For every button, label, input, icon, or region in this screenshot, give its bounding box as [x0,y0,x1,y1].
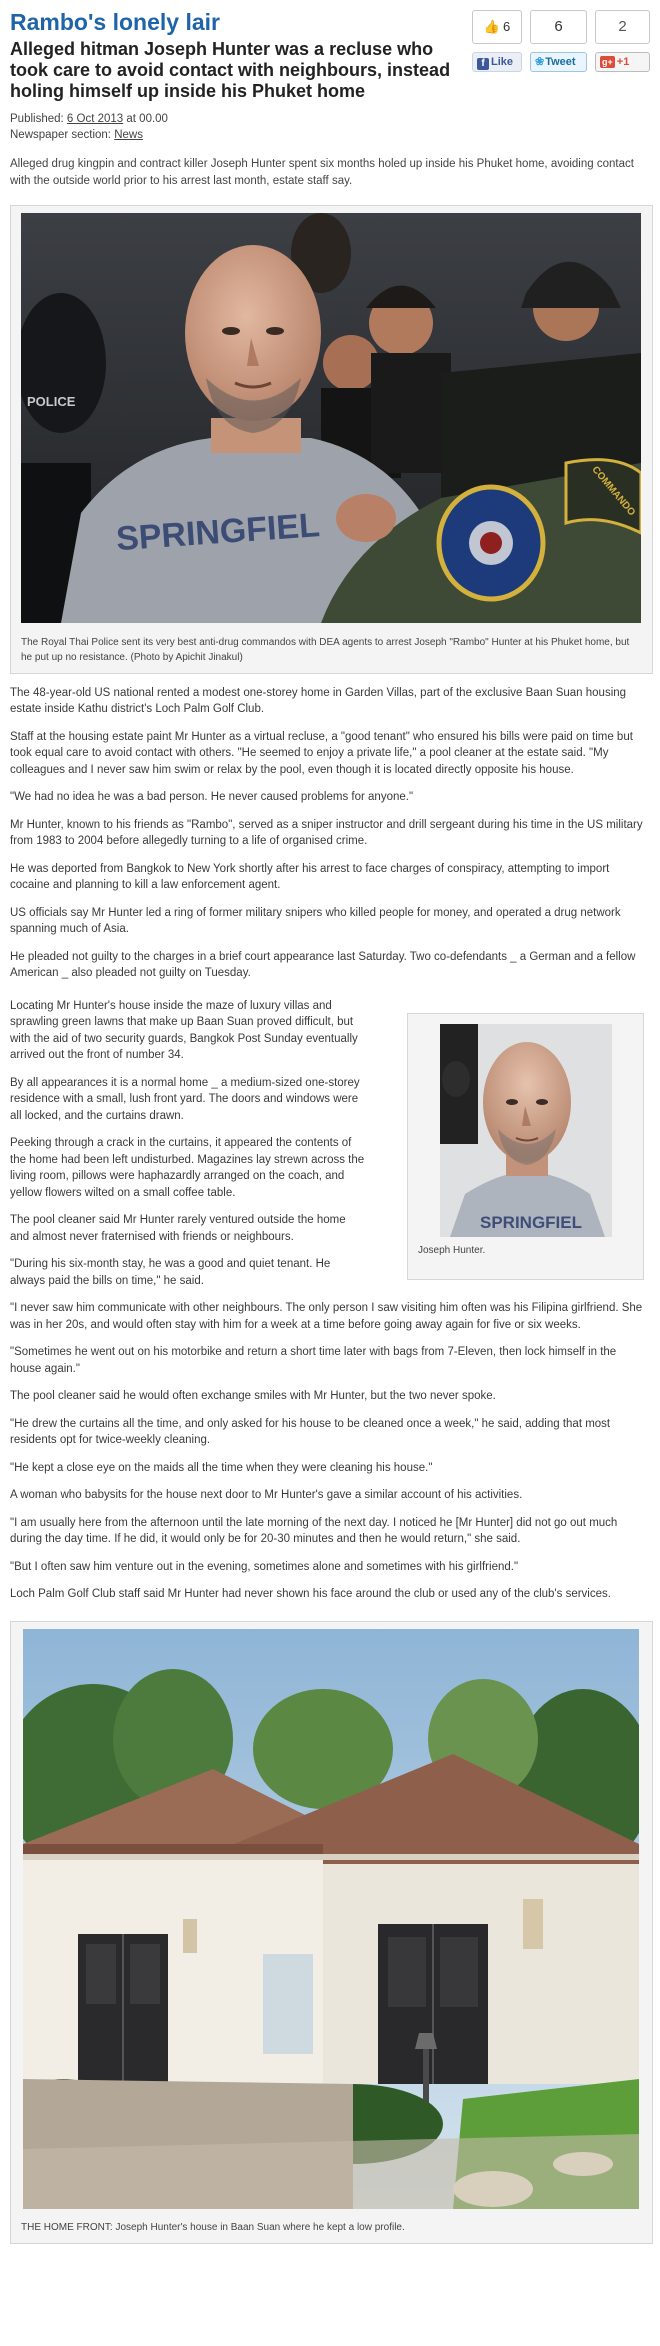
svg-text:POLICE: POLICE [27,394,76,409]
paragraph: By all appearances it is a normal home _ a medium-sized one-storey residence with a small, lush front yard. The doors and windows were all locked, and the curtains drawn. [10,1076,360,1122]
house-photo [23,1629,639,2209]
paragraph: Locating Mr Hunter's house inside the maze of luxury villas and sprawling green lawns that make up Baan Suan proved difficult, but with the aid of two security guards, Bangkok Post Sunday eventually arrived out the front of number 34. [10,999,358,1062]
tweet-button[interactable]: ❀Tweet [530,52,587,72]
published-date-link[interactable]: 6 Oct 2013 [66,113,124,125]
paragraph: Mr Hunter, known to his friends as "Rambo", served as a sniper instructor and drill sergeant during his time in the US military from 1983 to 2004 before allegedly turning to a life of organised crime. [10,818,643,848]
paragraph: "During his six-month stay, he was a good and quiet tenant. He always paid the bills on time," he said. [10,1258,331,1287]
twitter-bird-icon: ❀ [535,56,545,68]
facebook-icon: f [477,58,489,70]
google-plus-button[interactable]: g+ +1 [595,52,650,72]
tweet-count: 6 [530,10,587,44]
house-photo-figure [10,1621,653,2245]
paragraph: "Sometimes he went out on his motorbike and return a short time later with bags from 7-Eleven, then lock himself in the house again." [10,1346,617,1375]
main-photo-figure [10,205,653,674]
svg-text:COMMANDO: COMMANDO [589,464,638,519]
svg-text:SPRINGFIEL: SPRINGFIEL [479,1212,582,1232]
article-lead: Alleged drug kingpin and contract killer Joseph Hunter spent six months holed up inside his Phuket home, avoiding contact with the outside world prior to his arrest last month, estate staff say. [10,158,634,187]
portrait-caption: Joseph Hunter. [418,1244,486,1256]
social-share-bar [472,10,650,72]
paragraph: The pool cleaner said he would often exchange smiles with Mr Hunter, but the two never spoke. [10,1390,496,1403]
portrait-figure [407,1013,644,1280]
article-title: Rambo's lonely lair [10,9,220,35]
paragraph: "But I often saw him venture out in the evening, sometimes alone and sometimes with his girlfriend." [10,1560,519,1573]
google-plus-icon: g+ [602,57,613,67]
paragraph: The 48-year-old US national rented a modest one-storey home in Garden Villas, part of the exclusive Baan Suan housing estate inside Kathu district's Loch Palm Golf Club. [10,686,627,716]
thumbs-up-icon: 👍 [483,19,500,34]
facebook-like-count: 👍 6 [472,10,522,44]
paragraph: He was deported from Bangkok to New York shortly after his arrest to face charges of conspiracy, attempting to import cocaine and planning to kill a law enforcement agent. [10,862,610,892]
google-plus-count: 2 [595,10,650,44]
section-link[interactable]: News [114,129,143,141]
paragraph: He pleaded not guilty to the charges in a brief court appearance last Saturday. Two co-defendants _ a German and a fellow American _ also pleaded not guilty on Tuesday. [10,950,636,980]
portrait-section [10,998,650,1290]
paragraph: Loch Palm Golf Club staff said Mr Hunter had never shown his face around the club or used any of the club's services. [10,1588,611,1601]
paragraph: "I never saw him communicate with other neighbours. The only person I saw visiting him often was his Filipina girlfriend. She was in her 20s, and would often stay with him for a week at a time before going away again for five or six weeks. [10,1302,643,1331]
article-meta [10,111,650,143]
arrest-photo [21,213,641,623]
paragraph: The pool cleaner said Mr Hunter rarely ventured outside the home and almost never fraternised with friends or neighbours. [10,1214,346,1243]
paragraph: US officials say Mr Hunter led a ring of former military snipers who killed people for money, and operated a drug network spanning much of Asia. [10,906,621,936]
house-photo-caption: THE HOME FRONT: Joseph Hunter's house in Baan Suan where he kept a low profile. [21,2222,405,2234]
paragraph: "We had no idea he was a bad person. He never caused problems for anyone." [10,791,414,804]
section-line: Newspaper section: News [10,129,143,141]
paragraph: "He drew the curtains all the time, and only asked for his house to be cleaned once a week," he said, adding that most residents opt for twice-weekly cleaning. [10,1417,611,1447]
paragraph: Peeking through a crack in the curtains, it appeared the contents of the home had been left undisturbed. Magazines lay strewn across the living room, pillows were haphazardly arranged on the coach, and yellow flowers wilted on a small coffee table. [10,1137,365,1199]
paragraph: "I am usually here from the afternoon until the late morning of the next day. I noticed he [Mr Hunter] did not go out much during the day time. If he did, it would only be for 20-30 minutes and then he would return," she said. [10,1516,618,1546]
paragraph: Staff at the housing estate paint Mr Hunter as a virtual recluse, a "good tenant" who ensured his bills were paid on time but took equal care to avoid contact with others. "He seemed to enjoy a private life," a pool cleaner at the estate said. "My colleagues and I never saw him swim or relax by the pool, even though it is located directly opposite his house. [10,730,633,776]
published-line: Published: 6 Oct 2013 at 00.00 [10,113,168,125]
paragraph: "He kept a close eye on the maids all the time when they were cleaning his house." [10,1461,433,1474]
svg-text:SPRINGFIEL: SPRINGFIEL [114,506,322,559]
facebook-like-button[interactable]: f Like [472,52,522,72]
article-subtitle: Alleged hitman Joseph Hunter was a recluse who took care to avoid contact with neighbours, instead holing himself up inside his Phuket home [10,39,451,101]
paragraph: A woman who babysits for the house next door to Mr Hunter's gave a similar account of his activities. [10,1489,523,1502]
main-photo-caption: The Royal Thai Police sent its very best anti-drug commandos with DEA agents to arrest Joseph "Rambo" Hunter at his Phuket home, but he put up no resistance. (Photo by Apichit Jinakul) [21,636,630,663]
narrow-column [10,998,367,1290]
portrait-photo [440,1024,612,1237]
